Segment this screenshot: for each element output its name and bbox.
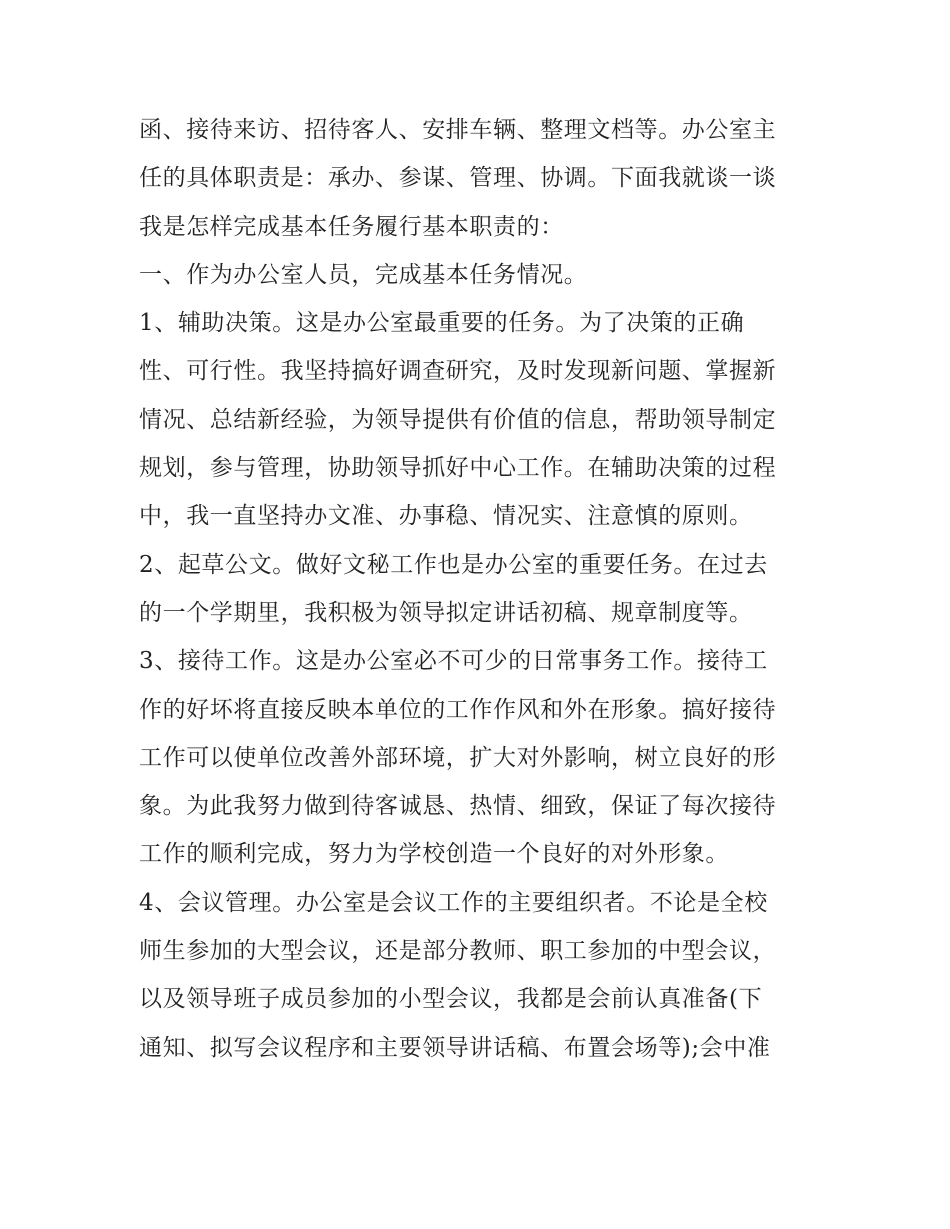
text-line: 工作可以使单位改善外部环境，扩大对外影响，树立良好的形 [139, 744, 777, 771]
text-line: 师生参加的大型会议，还是部分教师、职工参加的中型会议， [139, 938, 777, 965]
text-line: 情况、总结新经验，为领导提供有价值的信息，帮助领导制定 [139, 406, 777, 433]
text-line: 象。为此我努力做到待客诚恳、热情、细致，保证了每次接待 [139, 793, 777, 820]
text-line: 2、起草公文。做好文秘工作也是办公室的重要任务。在过去 [139, 551, 768, 578]
section-heading: 一、作为办公室人员，完成基本任务情况。 [139, 261, 588, 288]
text-line: 3、接待工作。这是办公室必不可少的日常事务工作。接待工 [139, 648, 768, 675]
text-line: 性、可行性。我坚持搞好调查研究，及时发现新问题、掌握新 [139, 358, 777, 385]
text-line: 中，我一直坚持办文准、办事稳、情况实、注意慎的原则。 [139, 503, 753, 530]
text-line: 工作的顺利完成，努力为学校创造一个良好的对外形象。 [139, 841, 729, 868]
text-line: 1、辅助决策。这是办公室最重要的任务。为了决策的正确 [139, 310, 745, 337]
document-body [139, 106, 829, 1072]
text-line: 的一个学期里，我积极为领导拟定讲话初稿、规章制度等。 [139, 599, 753, 626]
text-line: 4、会议管理。办公室是会议工作的主要组织者。不论是全校 [139, 889, 768, 916]
text-line: 我是怎样完成基本任务履行基本职责的： [139, 213, 564, 240]
text-line: 通知、拟写会议程序和主要领导讲话稿、布置会场等);会中准 [139, 1034, 771, 1061]
text-line: 规划，参与管理，协助领导抓好中心工作。在辅助决策的过程 [139, 455, 777, 482]
text-line: 函、接待来访、招待客人、安排车辆、整理文档等。办公室主 [139, 117, 777, 143]
text-line: 作的好坏将直接反映本单位的工作作风和外在形象。搞好接待 [139, 696, 777, 723]
text-line: 以及领导班子成员参加的小型会议，我都是会前认真准备(下 [139, 986, 763, 1013]
text-line: 任的具体职责是：承办、参谋、管理、协调。下面我就谈一谈 [139, 165, 777, 192]
